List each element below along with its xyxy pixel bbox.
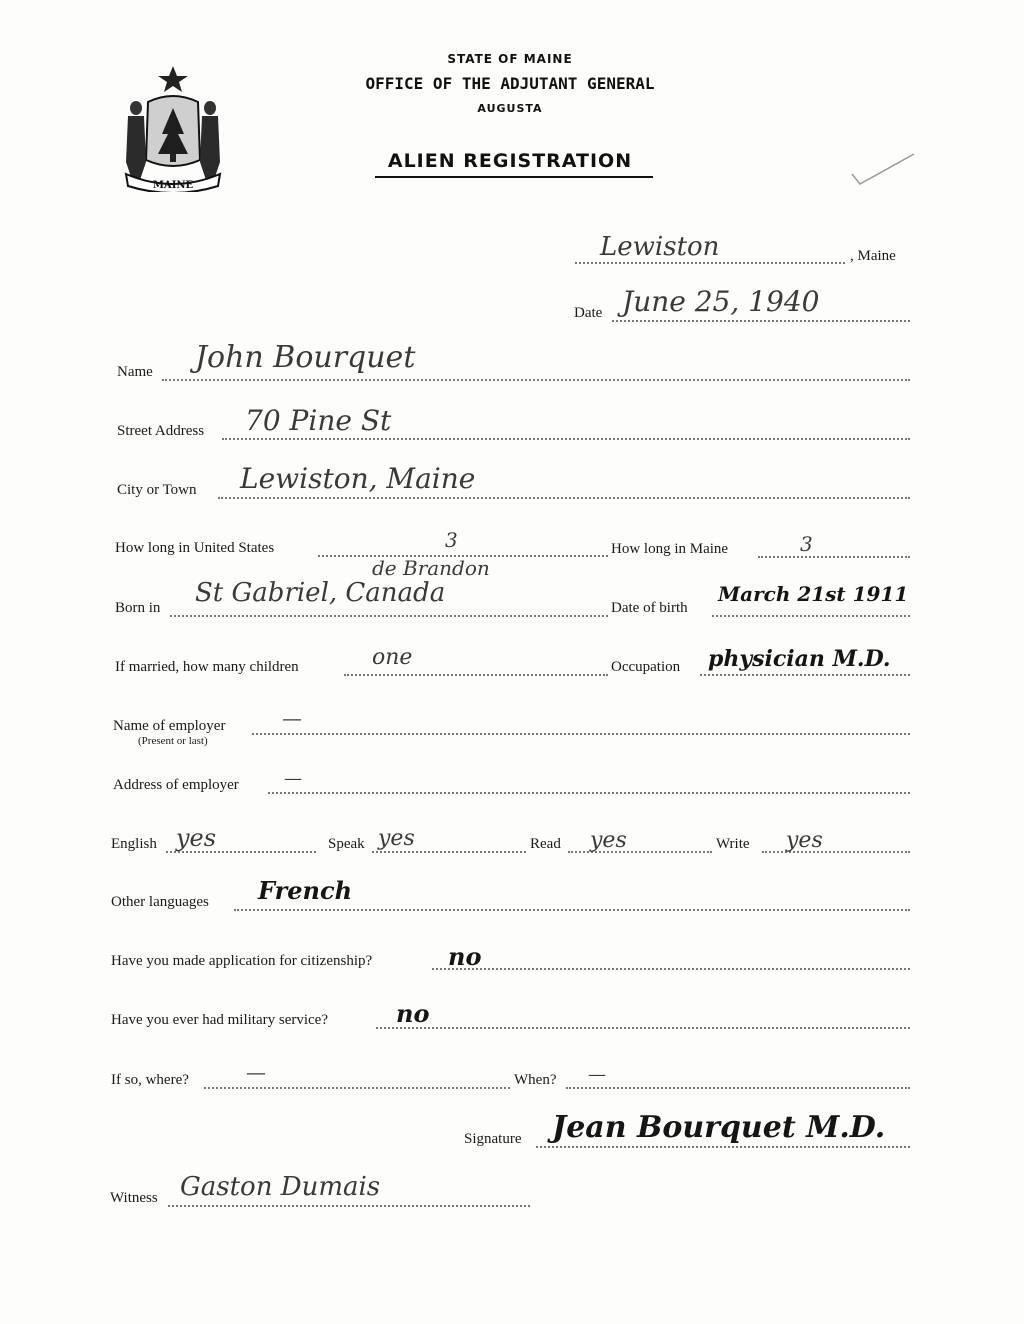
witness-value: Gaston Dumais — [180, 1172, 381, 1202]
street-line — [222, 438, 910, 440]
signature-line — [536, 1146, 910, 1148]
employer-line — [252, 733, 910, 735]
title-underline — [375, 176, 653, 178]
english-label: English — [111, 836, 157, 852]
how-long-maine-value: 3 — [800, 532, 813, 556]
place-suffix: , Maine — [850, 248, 896, 264]
street-label: Street Address — [117, 423, 205, 439]
when-label: When? — [514, 1072, 557, 1088]
read-label: Read — [530, 836, 561, 852]
form-title: ALIEN REGISTRATION — [387, 150, 633, 172]
witness-label: Witness — [110, 1190, 158, 1206]
born-in-above: de Brandon — [372, 556, 490, 580]
speak-line — [372, 851, 526, 853]
occupation-value: physician M.D. — [708, 646, 891, 672]
when-line — [566, 1087, 910, 1089]
write-label: Write — [716, 836, 750, 852]
date-line — [612, 320, 910, 322]
employer-value: — — [282, 706, 302, 730]
state-heading: STATE OF MAINE — [447, 52, 573, 66]
employer-label: Name of employer — [113, 718, 226, 734]
english-value: yes — [176, 824, 217, 852]
where-line — [204, 1087, 510, 1089]
occupation-label: Occupation — [611, 659, 681, 675]
date-value: June 25, 1940 — [622, 285, 820, 318]
date-of-birth-value: March 21st 1911 — [718, 582, 909, 606]
military-line — [376, 1027, 910, 1029]
born-in-value: St Gabriel, Canada — [195, 578, 446, 608]
office-heading: OFFICE OF THE ADJUTANT GENERAL — [365, 74, 655, 93]
other-languages-value: French — [258, 876, 353, 905]
date-of-birth-label: Date of birth — [611, 600, 688, 616]
date-of-birth-line — [712, 615, 910, 617]
signature-label: Signature — [464, 1131, 522, 1147]
speak-label: Speak — [328, 836, 365, 852]
city-value: Lewiston, Maine — [240, 462, 476, 495]
other-languages-label: Other languages — [111, 894, 209, 910]
city-line — [218, 497, 910, 499]
other-languages-line — [234, 909, 910, 911]
city-label: City or Town — [117, 482, 197, 498]
when-value: — — [588, 1064, 606, 1085]
employer-address-line — [268, 792, 910, 794]
citizenship-value: no — [448, 942, 482, 971]
born-in-label: Born in — [115, 600, 161, 616]
where-value: — — [246, 1060, 266, 1084]
citizenship-label: Have you made application for citizenship? — [111, 953, 373, 969]
citizenship-line — [432, 968, 910, 970]
employer-address-label: Address of employer — [113, 777, 239, 793]
born-in-line — [170, 615, 608, 617]
city-heading: AUGUSTA — [477, 102, 543, 115]
write-value: yes — [786, 828, 823, 853]
read-value: yes — [590, 828, 627, 853]
write-line — [762, 851, 910, 853]
children-label: If married, how many children — [115, 659, 299, 675]
name-value: John Bourquet — [195, 340, 416, 375]
place-line — [575, 262, 845, 264]
children-line — [344, 674, 608, 676]
employer-address-value: — — [284, 768, 302, 789]
how-long-us-value: 3 — [445, 528, 458, 552]
street-value: 70 Pine St — [245, 404, 392, 437]
date-label: Date — [574, 305, 603, 321]
military-value: no — [396, 999, 430, 1028]
how-long-maine-line — [758, 556, 910, 558]
place-value: Lewiston — [600, 232, 720, 262]
how-long-maine-label: How long in Maine — [611, 541, 729, 557]
maine-state-seal-icon — [118, 62, 228, 192]
name-label: Name — [117, 364, 153, 380]
signature-value: Jean Bourquet M.D. — [552, 1110, 886, 1145]
children-value: one — [372, 645, 413, 670]
witness-line — [168, 1205, 530, 1207]
speak-value: yes — [378, 826, 415, 851]
how-long-us-label: How long in United States — [115, 540, 275, 556]
employer-sub-label: (Present or last) — [138, 735, 208, 747]
name-line — [162, 379, 910, 381]
military-label: Have you ever had military service? — [111, 1012, 328, 1028]
where-label: If so, where? — [111, 1072, 189, 1088]
check-mark-icon — [848, 150, 918, 190]
occupation-line — [700, 674, 910, 676]
seal-text: MAINE — [152, 180, 194, 191]
